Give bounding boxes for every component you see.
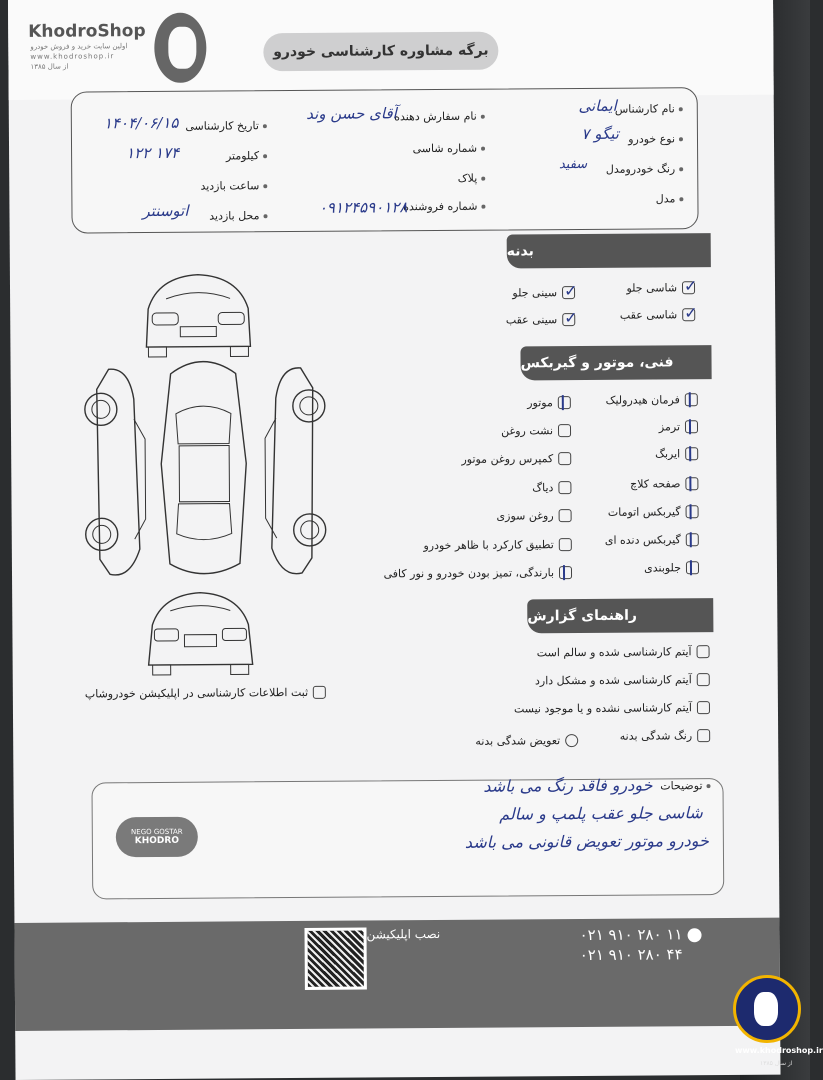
body-item-rear-tray[interactable]: ✓ سینی عقب: [506, 313, 576, 326]
body-item-front-chassis[interactable]: ✓ شاسی جلو: [626, 281, 695, 294]
tech-item-left[interactable]: [527, 396, 571, 409]
checkbox[interactable]: [558, 396, 571, 409]
model-field: مدل: [656, 192, 684, 205]
tagline-text: اولین سایت خرید و فروش خودرو: [30, 42, 128, 51]
checkbox[interactable]: [685, 393, 698, 406]
tech-item-left[interactable]: [501, 424, 571, 437]
car-type-value: تیگو ۷: [581, 124, 620, 144]
notes-line-1: خودرو فاقد رنگ می باشد: [483, 775, 653, 796]
app-register-option[interactable]: ثبت اطلاعات کارشناسی در اپلیکیشن خودروشاپ: [85, 686, 326, 701]
checkbox[interactable]: [562, 286, 575, 299]
form-header: [8, 0, 774, 100]
watermark-since: از سال ۱۳۸۵: [760, 1060, 793, 1067]
tech-item-label: روغن سوزی: [496, 509, 554, 523]
watermark-logo-icon: [733, 975, 801, 1043]
tech-item-right[interactable]: [630, 477, 698, 490]
tagline-url: www.khodroshop.ir: [30, 52, 115, 61]
car-rear-view-icon: [140, 588, 261, 681]
tech-item-label: گیربکس دنده ای: [604, 533, 681, 547]
tech-item-right[interactable]: [606, 393, 698, 407]
body-section-title: بدنه: [507, 233, 711, 268]
tagline-since: از سال ۱۳۸۵: [30, 62, 69, 71]
qr-code-icon: [304, 928, 366, 990]
brand-logo-text: KhodroShop: [28, 21, 146, 42]
tech-item-right[interactable]: [608, 505, 699, 519]
brand-tagline: [30, 41, 160, 72]
car-top-view-icon: [150, 353, 257, 584]
seller-number-field: شماره فروشنده: [403, 200, 485, 214]
notes-label: توضیحات: [660, 779, 710, 792]
color-value: سفید: [558, 156, 588, 173]
plate-field: پلاک: [458, 172, 486, 185]
visit-place-value: اتوسنتر: [142, 201, 189, 221]
tech-item-right[interactable]: [659, 420, 698, 433]
checkbox[interactable]: [559, 509, 572, 522]
phone-number-2: ۰۲۱ ۹۱۰ ۲۸۰ ۴۴: [579, 945, 683, 965]
checkbox: [565, 734, 578, 747]
guide-item-paint: رنگ شدگی بدنه: [620, 729, 710, 743]
checkbox[interactable]: [558, 424, 571, 437]
tech-item-label: دیاگ: [532, 481, 554, 495]
checkbox[interactable]: [559, 538, 572, 551]
guide-item-replace: تعویض شدگی بدنه: [475, 734, 578, 748]
badge-line-1: NEGO GOSTAR: [130, 827, 183, 837]
install-app-label: نصب اپلیکیشن: [366, 927, 441, 942]
checkbox[interactable]: [562, 313, 575, 326]
date-field: تاریخ کارشناسی: [185, 119, 267, 133]
customer-name-value: آقای حسن وند: [306, 104, 397, 123]
checkbox: [697, 729, 710, 742]
chassis-field: شماره شاسی: [413, 142, 486, 156]
checkbox[interactable]: [685, 420, 698, 433]
body-item-rear-chassis[interactable]: ✓ شاسی عقب: [620, 308, 695, 322]
checkbox[interactable]: [313, 686, 326, 699]
tech-item-label: کمپرس روغن موتور: [461, 452, 554, 466]
checkbox[interactable]: [682, 281, 695, 294]
visit-time-field: ساعت بازدید: [200, 179, 267, 192]
guide-section-title: راهنمای گزارش: [527, 598, 713, 633]
tech-item-left[interactable]: [496, 509, 571, 523]
tech-item-label: نشت روغن: [501, 424, 554, 438]
checkbox[interactable]: [686, 561, 699, 574]
tech-item-right[interactable]: [655, 447, 698, 460]
tech-section-title: فنی، موتور و گیربکس: [520, 345, 711, 380]
notes-line-2: شاسی جلو عقب پلمپ و سالم: [499, 803, 703, 824]
tech-item-left[interactable]: [532, 481, 571, 494]
guide-item-problem: آیتم کارشناسی شده و مشکل دارد: [535, 673, 710, 687]
visit-place-field: محل بازدید: [209, 209, 267, 222]
tech-item-label: جلوبندی: [644, 561, 682, 575]
tech-item-label: ترمز: [658, 420, 681, 434]
tech-item-right[interactable]: [644, 561, 699, 574]
guide-item-not-checked: آیتم کارشناسی نشده و یا موجود نیست: [514, 701, 710, 715]
partner-badge: [116, 817, 198, 858]
phone-icon: [687, 928, 701, 942]
tech-item-label: بارندگی، تمیز بودن خودرو و نور کافی: [383, 566, 555, 581]
inspection-form-sheet: [8, 0, 781, 1080]
car-right-side-icon: [251, 358, 333, 584]
checkbox: [697, 701, 710, 714]
checkbox[interactable]: [685, 477, 698, 490]
phone-number-1: ۰۲۱ ۹۱۰ ۲۸۰ ۱۱: [579, 925, 701, 944]
badge-line-2: KHODRO: [134, 835, 180, 847]
expert-name-field: نام کارشناس: [615, 102, 683, 115]
checkbox[interactable]: [686, 505, 699, 518]
tech-item-label: موتور: [527, 396, 553, 410]
tech-item-label: فرمان هیدرولیک: [605, 393, 680, 407]
tech-item-label: صفحه کلاچ: [630, 477, 681, 491]
tech-item-label: ایربگ: [655, 447, 681, 461]
info-box: [71, 87, 699, 233]
car-left-side-icon: [79, 359, 161, 585]
brand-logo-icon: [154, 13, 206, 83]
car-type-field: نوع خودرو: [628, 132, 683, 145]
color-model-field: رنگ خودرومدل: [606, 162, 683, 176]
tech-item-left[interactable]: [461, 452, 571, 466]
tech-item-left[interactable]: [423, 538, 571, 552]
guide-item-ok: آیتم کارشناسی شده و سالم است: [537, 645, 710, 659]
tech-item-right[interactable]: [605, 533, 699, 547]
km-value: ۱۷۴ ۱۲۲: [126, 143, 180, 163]
expert-name-value: ایمانی: [578, 96, 617, 116]
checkbox: [697, 673, 710, 686]
date-value: ۱۴۰۴/۰۶/۱۵: [103, 113, 179, 133]
form-title: برگه مشاوره کارشناسی خودرو: [263, 32, 498, 72]
watermark-url: www.khodroshop.ir: [735, 1046, 823, 1055]
checkbox[interactable]: [558, 452, 571, 465]
checkbox[interactable]: [682, 308, 695, 321]
notes-line-3: خودرو موتور تعویض قانونی می باشد: [464, 831, 709, 852]
checkbox[interactable]: [685, 447, 698, 460]
checkbox[interactable]: [559, 566, 572, 579]
customer-name-field: نام سفارش دهنده: [394, 110, 485, 124]
tech-item-label: تطبیق کارکرد با ظاهر خودرو: [423, 538, 554, 553]
seller-number-value: ۰۹۱۲۴۵۹۰۱۲۸: [318, 198, 408, 217]
checkbox[interactable]: [558, 481, 571, 494]
body-item-front-tray[interactable]: ✓ سینی جلو: [512, 286, 575, 299]
km-field: کیلومتر: [226, 149, 267, 162]
checkbox[interactable]: [686, 533, 699, 546]
checkbox: [697, 645, 710, 658]
tech-item-label: گیربکس اتومات: [607, 505, 681, 519]
tech-item-left[interactable]: [384, 566, 573, 580]
car-front-view-icon: [138, 268, 259, 361]
